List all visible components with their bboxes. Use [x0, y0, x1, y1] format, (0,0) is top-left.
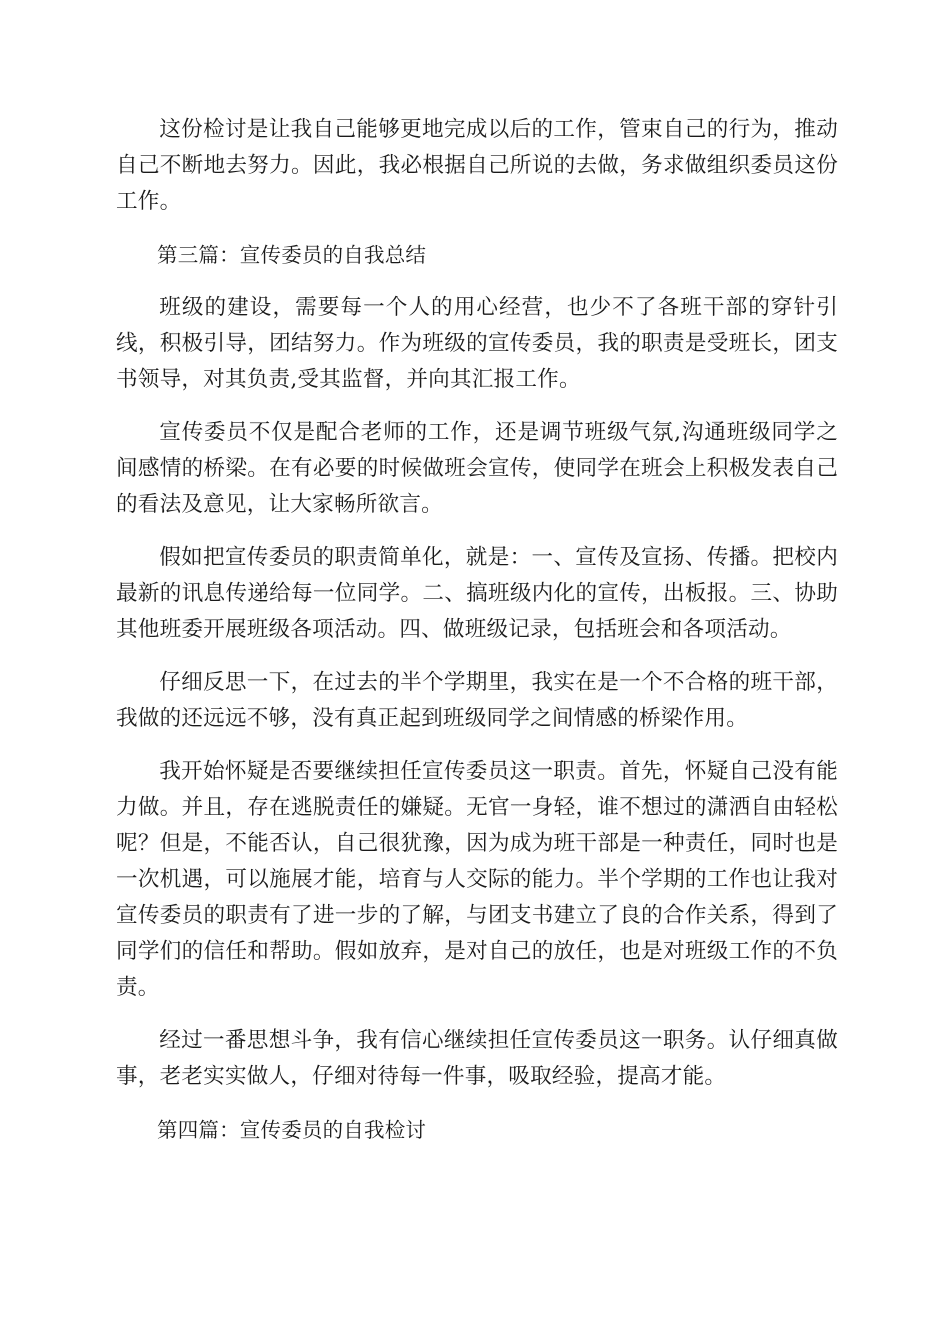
- section-heading-4: 第四篇：宣传委员的自我检讨: [157, 1118, 427, 1142]
- paragraph-duties: 假如把宣传委员的职责简单化，就是：一、宣传及宣扬、传播。把校内最新的讯息传递给每一位同学。二、搞班级内化的宣传，出板报。三、协助其他班委开展班级各项活动。四、做班级记录，包括班会和各项活动。: [116, 545, 838, 642]
- paragraph-decision: 经过一番思想斗争，我有信心继续担任宣传委员这一职务。认仔细真做事，老老实实做人，仔细对待每一件事，吸取经验，提高才能。: [116, 1028, 838, 1089]
- document-page: [116, 112, 838, 1165]
- paragraph-doubt: 我开始怀疑是否要继续担任宣传委员这一职责。首先，怀疑自己没有能力做。并且，存在逃脱责任的嫌疑。无官一身轻，谁不想过的潇洒自由轻松呢？但是，不能否认，自己很犹豫，因为成为班干部是一种责任，同时也是一次机遇，可以施展才能，培育与人交际的能力。半个学期的工作也让我对宣传委员的职责有了进一步的了解，与团支书建立了良的合作关系，得到了同学们的信任和帮助。假如放弃，是对自己的放任，也是对班级工作的不负责。: [116, 759, 838, 1000]
- paragraph-reflection: 仔细反思一下，在过去的半个学期里，我实在是一个不合格的班干部，我做的还远远不够，没有真正起到班级同学之间情感的桥梁作用。: [116, 670, 838, 731]
- paragraph-review-purpose: 这份检讨是让我自己能够更地完成以后的工作，管束自己的行为，推动自己不断地去努力。因此，我必根据自己所说的去做，务求做组织委员这份工作。: [116, 117, 838, 214]
- paragraph-class-building: 班级的建设，需要每一个人的用心经营，也少不了各班干部的穿针引线，积极引导，团结努力。作为班级的宣传委员，我的职责是受班长，团支书领导，对其负责,受其监督，并向其汇报工作。: [116, 295, 838, 392]
- section-heading-3: 第三篇：宣传委员的自我总结: [157, 243, 427, 267]
- paragraph-publicity-role: 宣传委员不仅是配合老师的工作，还是调节班级气氛,沟通班级同学之间感情的桥梁。在有必要的时候做班会宣传，使同学在班会上积极发表自己的看法及意见，让大家畅所欲言。: [116, 420, 838, 517]
